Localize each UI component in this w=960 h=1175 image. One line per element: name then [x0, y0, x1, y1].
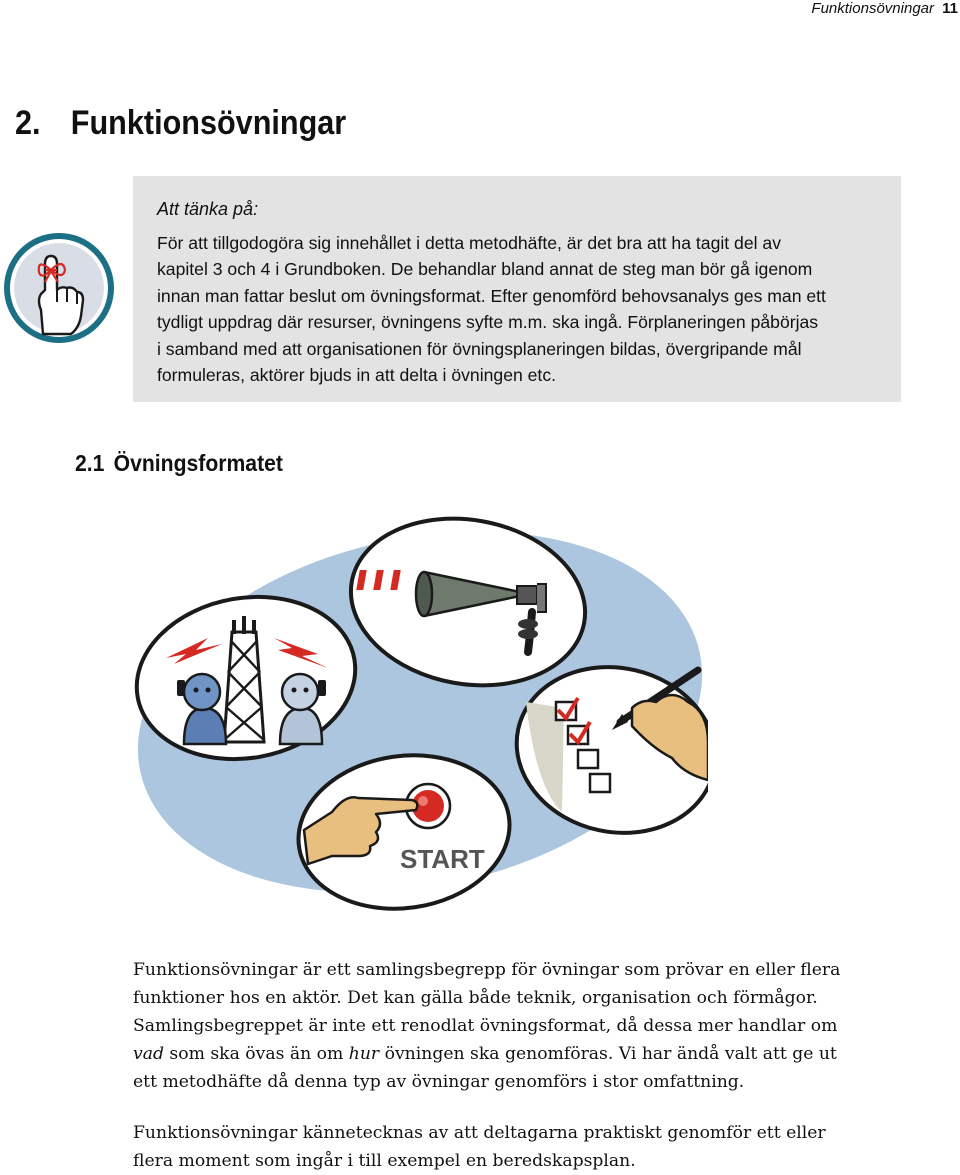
paragraph-line [133, 1040, 923, 1068]
paragraph-line: funktioner hos en aktör. Det kan gälla både teknik, organisation och förmågor. [133, 988, 818, 1008]
chapter-heading [15, 104, 346, 143]
emphasis-vad: vad [133, 1044, 164, 1064]
paragraph-1 [133, 956, 923, 1096]
callout-line: formuleras, aktörer bjuds in att delta i övningen etc. [157, 365, 557, 386]
callout-body [157, 230, 892, 388]
running-title: Funktionsövningar [811, 0, 934, 17]
callout-line: För att tillgodogöra sig innehållet i detta metodhäfte, är det bra att ha tagit del av [157, 233, 781, 253]
callout-title: Att tänka på: [157, 199, 259, 219]
callout-box [133, 176, 901, 402]
paragraph-line: Funktionsövningar är ett samlingsbegrepp för övningar som prövar en eller flera [133, 960, 841, 980]
callout-line: kapitel 3 och 4 i Grundboken. De behandlar bland annat de steg man bör gå igenom [157, 259, 813, 280]
emphasis-hur: hur [348, 1044, 380, 1064]
page-header [0, 0, 960, 22]
paragraph-text: som ska övas än om [163, 1044, 349, 1064]
paragraph-text: övningen ska genomföras. Vi har ändå valt att ge ut [379, 1044, 837, 1064]
paragraph-2 [133, 1119, 923, 1175]
section-heading [75, 450, 283, 477]
chapter-title: Funktionsövningar [70, 104, 347, 142]
page-number: 11 [942, 0, 958, 17]
finger-string-reminder-icon [1, 230, 117, 346]
paragraph-line: Funktionsövningar kännetecknas av att deltagarna praktiskt genomför ett eller [133, 1123, 826, 1143]
callout-line: tydligt uppdrag där resurser, övningens syfte m.m. ska ingå. Förplaneringen påbörjas [157, 312, 819, 333]
paragraph-line: Samlingsbegreppet är inte ett renodlat övningsformat, då dessa mer handlar om [133, 1016, 838, 1036]
paragraph-line: ett metodhäfte då denna typ av övningar genomförs i stor omfattning. [133, 1072, 745, 1092]
chapter-number: 2. [15, 104, 41, 142]
callout-line: innan man fattar beslut om övningsformat. Efter genomförd behovsanalys ges man ett [157, 285, 826, 306]
section-title: Övningsformatet [113, 450, 283, 476]
paragraph-line: flera moment som ingår i till exempel en beredskapsplan. [133, 1151, 636, 1171]
exercise-illustration [132, 512, 708, 912]
start-label: START [400, 844, 485, 874]
section-number: 2.1 [75, 450, 105, 476]
callout-line: i samband med att organisationen för övningsplaneringen bildas, övergripande mål [157, 338, 802, 359]
